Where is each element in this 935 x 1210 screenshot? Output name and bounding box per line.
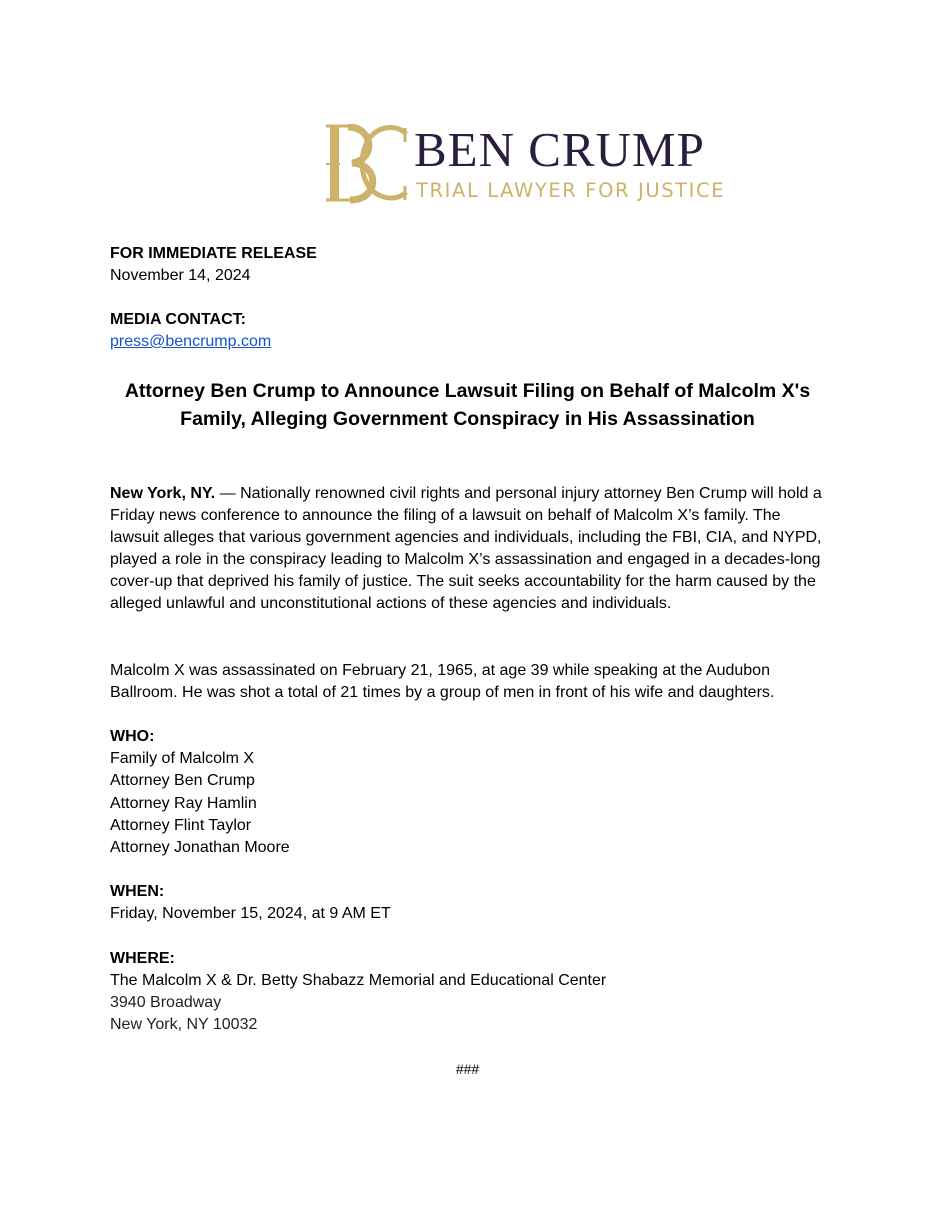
- who-item: Family of Malcolm X: [110, 750, 255, 767]
- release-date: November 14, 2024: [110, 267, 251, 284]
- who-item: Attorney Ben Crump: [110, 772, 255, 789]
- where-venue: The Malcolm X & Dr. Betty Shabazz Memorial and Educational Center: [110, 972, 607, 989]
- who-label: WHO:: [110, 728, 155, 745]
- paragraph-1-text: — Nationally renowned civil rights and personal injury attorney Ben Crump will hold a Friday news conference to announce the filing of a lawsuit on behalf of Malcolm X’s family. The lawsuit alleges that various government agencies and individuals, including the FBI, CIA, and NYPD, played a role in the conspiracy leading to Malcolm X’s assassination and engaged in a decades-long cover-up that deprived his family of justice. The suit seeks accountability for the harm caused by the alleged unlawful and unconstitutional actions of these agencies and individuals.: [110, 485, 822, 612]
- release-label: FOR IMMEDIATE RELEASE: [110, 245, 317, 262]
- media-contact-label: MEDIA CONTACT:: [110, 311, 246, 328]
- who-item: Attorney Flint Taylor: [110, 817, 252, 834]
- press-release-headline: Attorney Ben Crump to Announce Lawsuit Filing on Behalf of Malcolm X's Family, Alleging Government Conspiracy in His Assassination: [124, 380, 811, 430]
- where-street: 3940 Broadway: [110, 994, 222, 1011]
- end-of-release-mark: ###: [455, 1061, 480, 1077]
- when-value: Friday, November 15, 2024, at 9 AM ET: [110, 905, 391, 922]
- dateline: New York, NY.: [110, 485, 216, 502]
- body-paragraph-2: Malcolm X was assassinated on February 21, 1965, at age 39 while speaking at the Audubon Ballroom. He was shot a total of 21 times by a group of men in front of his wife and daughters.: [110, 662, 775, 701]
- logo-name: BEN CRUMP: [414, 122, 705, 177]
- logo-tagline: TRIAL LAWYER FOR JUSTICE: [416, 179, 726, 202]
- who-item: Attorney Ray Hamlin: [110, 795, 257, 812]
- bc-monogram-icon: [326, 124, 408, 204]
- body-paragraph-1: [110, 483, 825, 615]
- when-label: WHEN:: [110, 883, 165, 900]
- who-item: Attorney Jonathan Moore: [110, 839, 290, 856]
- where-label: WHERE:: [110, 950, 175, 967]
- where-city: New York, NY 10032: [110, 1016, 258, 1033]
- media-contact-email-link[interactable]: press@bencrump.com: [110, 333, 272, 350]
- ben-crump-logo: [326, 122, 726, 208]
